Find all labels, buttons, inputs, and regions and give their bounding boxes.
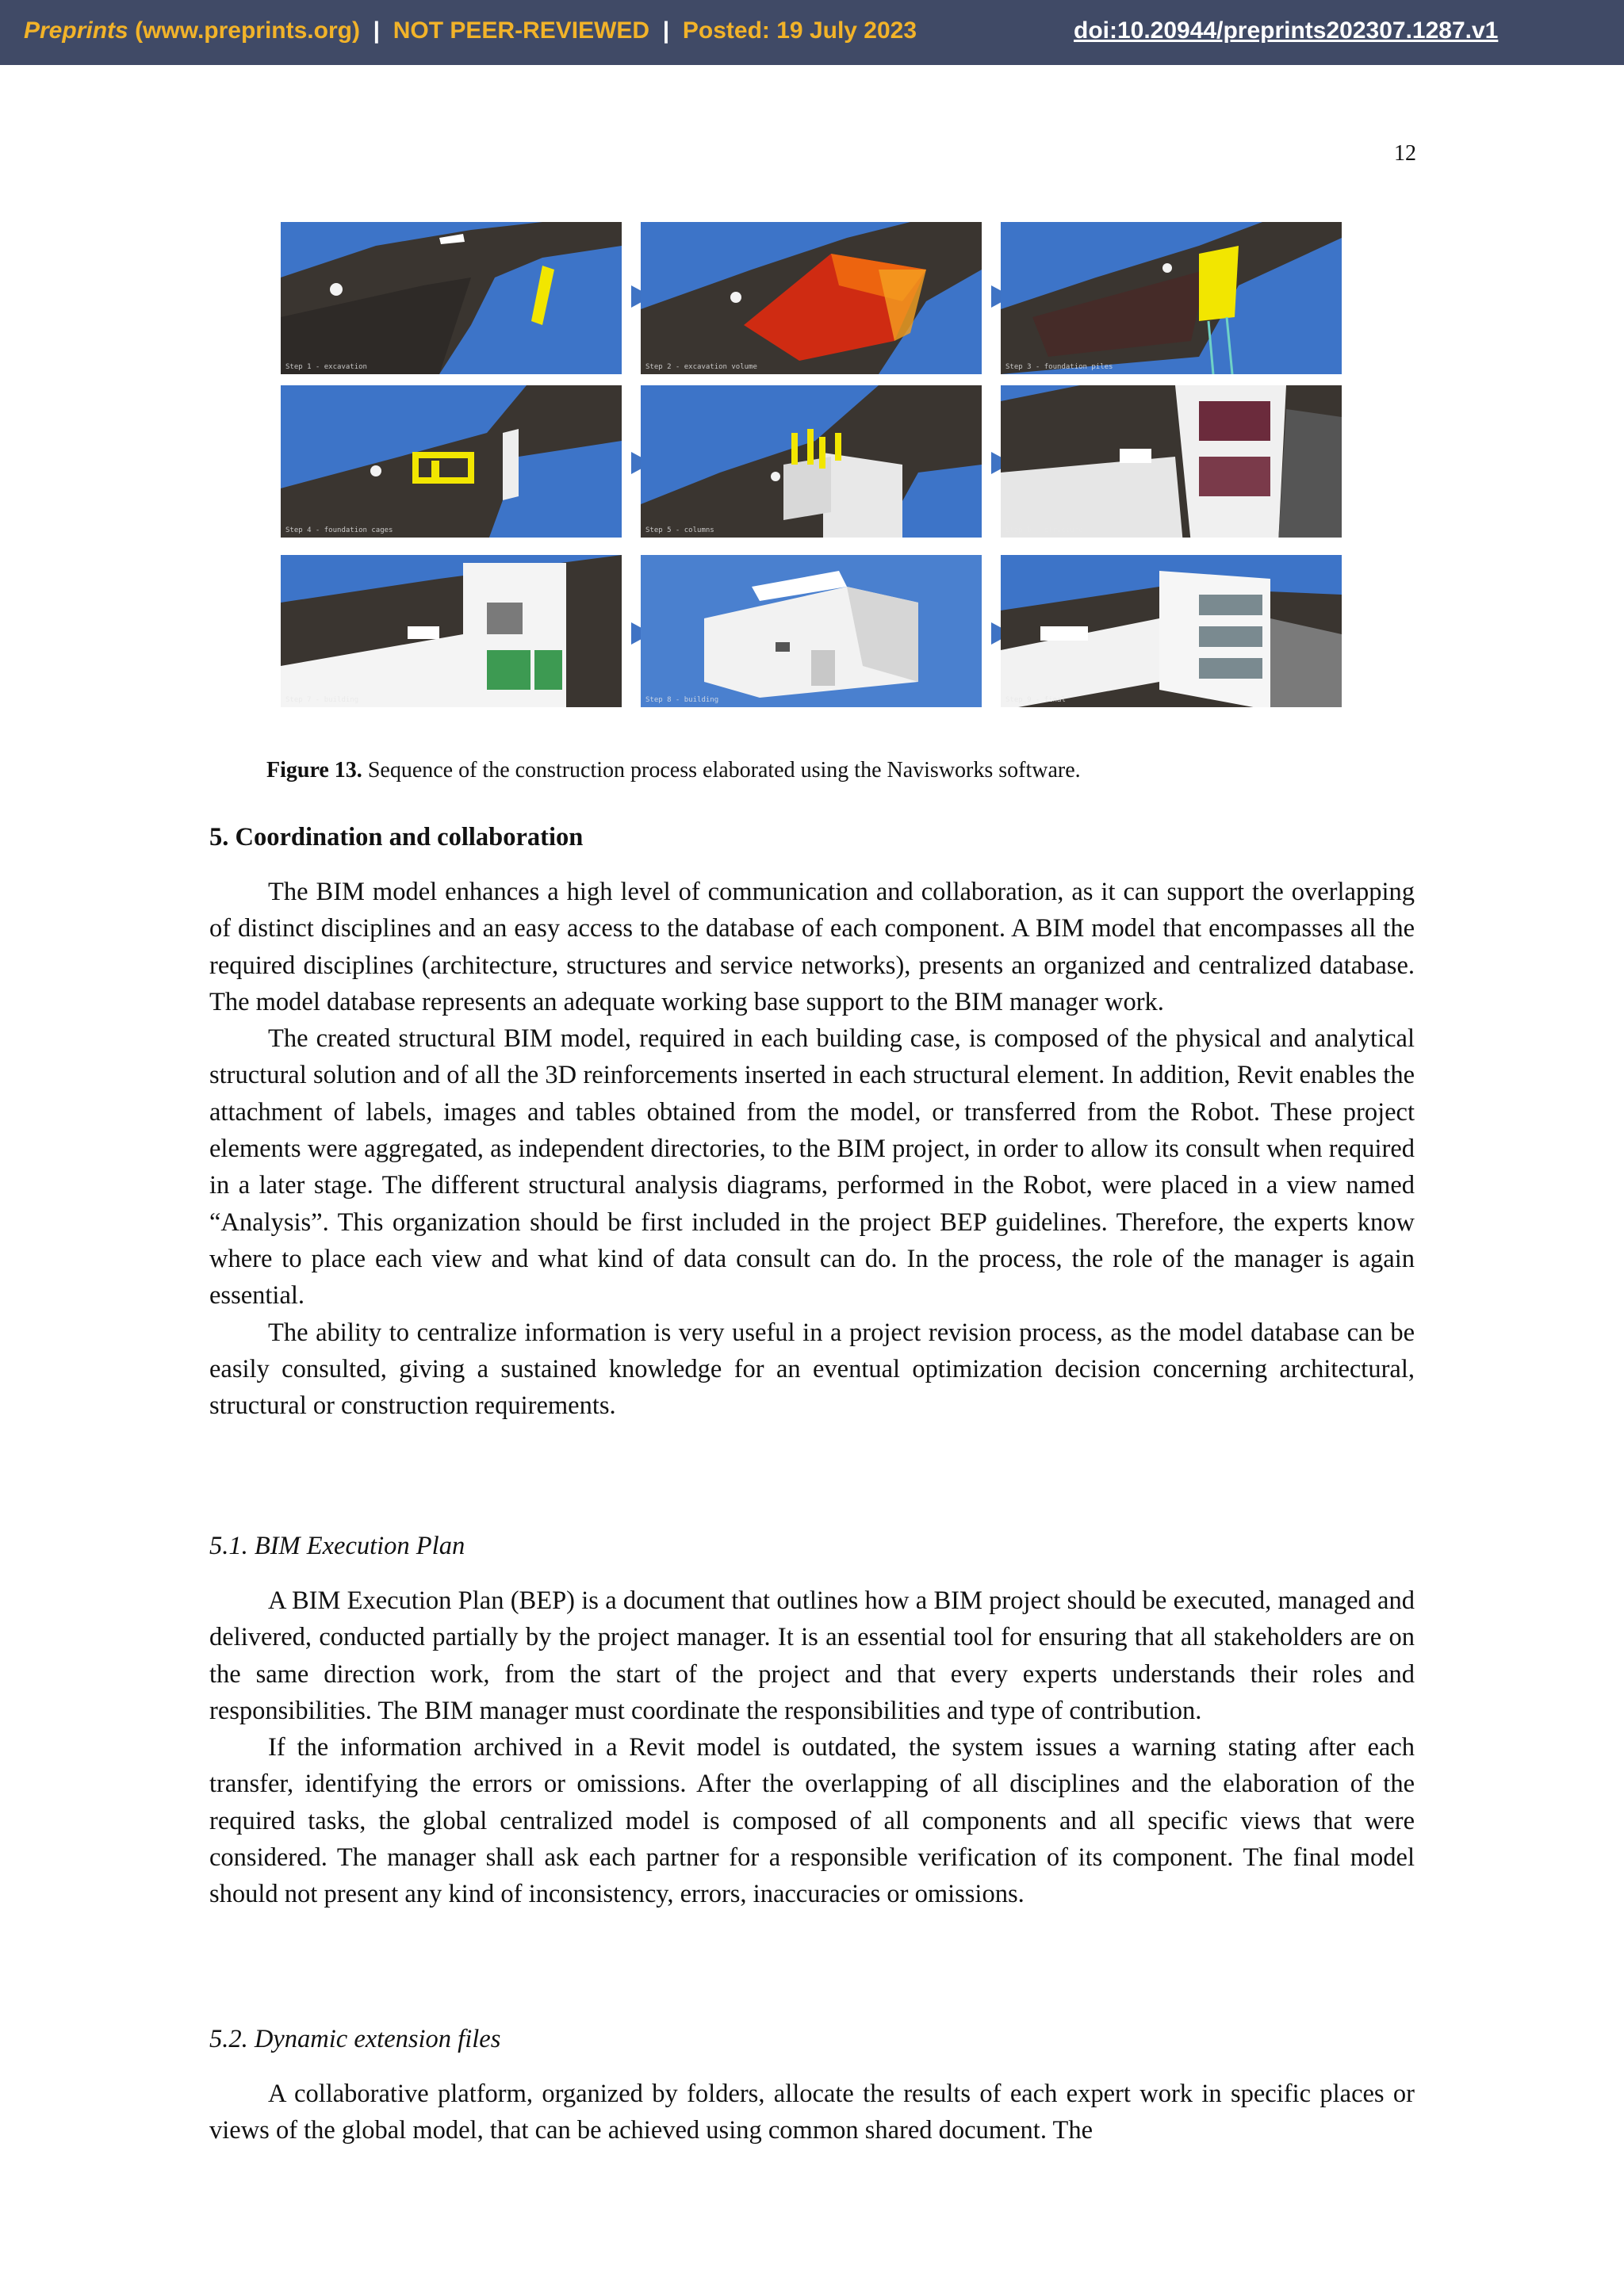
foundation-cages-render — [281, 385, 622, 538]
figure-label: Figure 13. — [266, 758, 362, 783]
paragraph: If the information archived in a Revit model is outdated, the system issues a warning stating after each transfer, identifying the errors or omissions. After the overlapping of all disciplines and the elaboration of the required tasks, the global centralized model is composed of all components and all specific views that were considered. The manager shall ask each partner for a responsible verification of its component. The final model should not present any kind of inconsistency, errors, inaccuracies or omissions. — [209, 1733, 1415, 1909]
sequence-panel-9 — [1001, 555, 1342, 707]
paragraph: A collaborative platform, organized by folders, allocate the results of each expert work in specific places or views of the global model, that can be achieved using common shared document. The — [209, 2080, 1415, 2145]
figure-caption — [266, 758, 1081, 783]
sequence-panel-3 — [1001, 222, 1342, 374]
paragraph: The created structural BIM model, required in each building case, is composed of the physical and analytical structural solution and of all the 3D reinforcements inserted in each structural element. In addition, Revit enables the attachment of labels, images and tables obtained from the model, or transferred from the Robot. These project elements were aggregated, as independent directories, to the BIM project, in order to allow its consult when required in a later stage. The different structural analysis diagrams, performed in the Robot, were placed in a view named “Analysis”. This organization should be first included in the project BEP guidelines. Therefore, the experts know where to place each view and what kind of data consult can do. In the process, the role of the manager is again essential. — [209, 1024, 1415, 1311]
paragraph: A BIM Execution Plan (BEP) is a document that outlines how a BIM project should be executed, managed and delivered, conducted partially by the project manager. It is an essential tool for ensuring that all stakeholders are on the same direction work, from the start of the project and that every experts understands their roles and responsibilities. The BIM manager must coordinate the responsibilities and type of contribution. — [209, 1586, 1415, 1725]
excavation-volume-render — [641, 222, 982, 374]
sequence-panel-1 — [281, 222, 622, 374]
sequence-panel-2 — [641, 222, 982, 374]
panel-caption: Step 2 - excavation volume — [645, 363, 757, 371]
building-render — [281, 555, 622, 707]
preprint-banner — [0, 0, 1624, 65]
section-5-2-body — [209, 2076, 1415, 2149]
columns-render — [641, 385, 982, 538]
paragraph: The BIM model enhances a high level of communication and collaboration, as it can support the overlapping of distinct disciplines and an easy access to the database of each component. A BIM model that encompasses all the required disciplines (architecture, structures and service networks), presents an organized and centralized database. The model database represents an adequate working base support to the BIM manager work. — [209, 878, 1415, 1016]
panel-caption: Step 6 - structure — [1005, 526, 1083, 534]
subsection-heading: 5.2. Dynamic extension files — [209, 2025, 501, 2053]
banner-status: NOT PEER-REVIEWED — [393, 17, 650, 44]
banner-separator-2: | — [662, 17, 670, 44]
panel-caption: Step 3 - foundation piles — [1005, 363, 1113, 371]
section-heading: 5. Coordination and collaboration — [209, 823, 584, 851]
sequence-panel-6 — [1001, 385, 1342, 538]
final-building-render — [1001, 555, 1342, 707]
excavation-render — [281, 222, 622, 374]
page-number: 12 — [1394, 141, 1416, 166]
sequence-panel-7 — [281, 555, 622, 707]
banner-brand[interactable]: Preprints — [24, 17, 128, 44]
structure-render — [1001, 385, 1342, 538]
building-white-render — [641, 555, 982, 707]
paragraph: The ability to centralize information is very useful in a project revision process, as the model database can be easily consulted, giving a sustained knowledge for an eventual optimization decision concerning architectural, structural or construction requirements. — [209, 1318, 1415, 1421]
panel-caption: Step 1 - excavation — [285, 363, 367, 371]
sequence-panel-5 — [641, 385, 982, 538]
banner-posted-date: Posted: 19 July 2023 — [682, 17, 917, 44]
banner-url[interactable]: (www.preprints.org) — [135, 17, 360, 44]
section-5-1-body — [209, 1582, 1415, 1913]
section-5-body — [209, 874, 1415, 1424]
panel-caption: Step 7 - building — [285, 696, 359, 704]
panel-caption: Step 5 - columns — [645, 526, 714, 534]
figure-13-image-grid — [281, 222, 1342, 710]
doi-link[interactable]: doi:10.20944/preprints202307.1287.v1 — [1074, 17, 1499, 44]
panel-caption: Step 8 - building — [645, 696, 719, 704]
banner-left — [24, 17, 917, 44]
banner-separator: | — [373, 17, 381, 44]
foundation-piles-render — [1001, 222, 1342, 374]
sequence-panel-4 — [281, 385, 622, 538]
figure-caption-text: Sequence of the construction process elaborated using the Navisworks software. — [367, 758, 1081, 783]
sequence-panel-8 — [641, 555, 982, 707]
subsection-heading: 5.1. BIM Execution Plan — [209, 1532, 465, 1560]
panel-caption: Step 9 - final — [1005, 696, 1066, 704]
panel-caption: Step 4 - foundation cages — [285, 526, 393, 534]
